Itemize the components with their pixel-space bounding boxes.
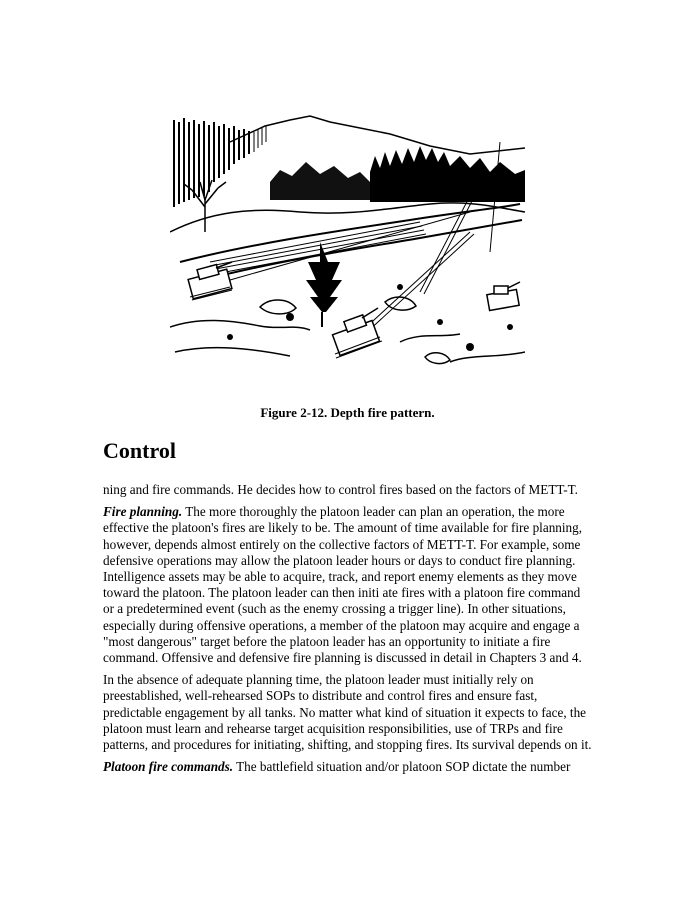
paragraph-fire-planning: [103, 504, 593, 666]
fire-planning-heading: Fire planning.: [103, 504, 183, 520]
figure-caption: Figure 2-12. Depth fire pattern.: [260, 405, 435, 420]
fire-planning-text: The more thoroughly the platoon leader can plan an operation, the more effective the platoon's fires are likely to be. The amount of time available for fire planning, however, depends almost entirely on the collective factors of METT-T. For example, some defensive operations may allow the platoon leader hours or days to conduct fire planning. Intelligence assets may be able to acquire, track, and report enemy elements as they move toward the platoon. The platoon leader can then initi ate fires with a platoon fire command or a predetermined event (such as the enemy crossing a trigger line). In other situations, especially during offensive operations, a member of the platoon may acquire and engage a "most dangerous" target before the platoon leader has an opportunity to initiate a fire command. Offensive and defensive fire planning is discussed in detail in Chapters 3 and 4.: [103, 504, 583, 666]
depth-fire-pattern-illustration: [170, 112, 525, 380]
fire-commands-heading: Platoon fire commands.: [103, 759, 234, 775]
fire-commands-text: The battlefield situation and/or platoon SOP dictate the number: [233, 759, 571, 775]
section-heading: Control: [103, 438, 176, 463]
body-text: [103, 482, 593, 781]
paragraph-planning-time: In the absence of adequate planning time, the platoon leader must initially rely on preestablished, well-rehearsed SOPs to distribute and control fires and ensure fast, predictable engagement by all tanks. No matter what kind of situation it expects to face, the platoon must learn and rehearse target acquisition responsibilities, use of TRPs and fire patterns, and procedures for initiating, shifting, and stopping fires. Its survival depends on it.: [103, 672, 592, 753]
paragraph-fire-commands: [103, 759, 593, 775]
paragraph-continuation: ning and fire commands. He decides how to control fires based on the factors of METT-T.: [103, 482, 578, 497]
